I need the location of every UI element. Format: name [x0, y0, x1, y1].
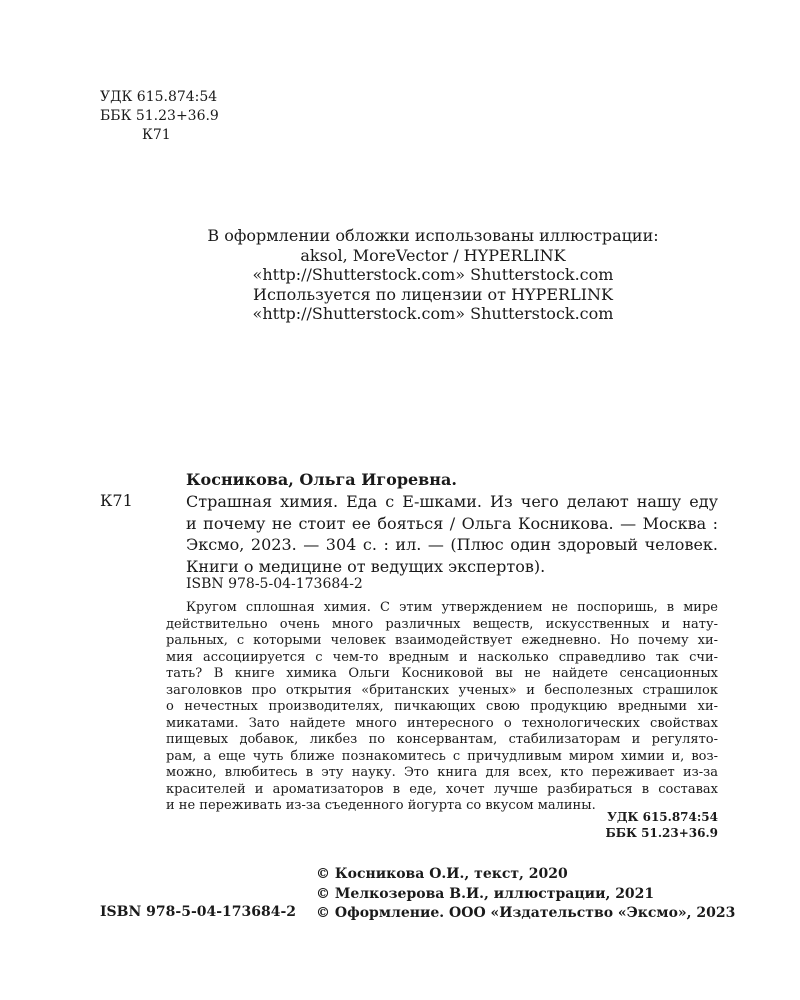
author-mark: К71	[142, 127, 171, 143]
bbk-code-small: ББК 51.23+36.9	[605, 826, 718, 840]
copyright-line: © Мелкозерова В.И., иллюстрации, 2021	[316, 885, 655, 902]
credit-line: «http://Shutterstock.com» Shutterstock.com	[252, 265, 614, 284]
annotation-line: заголовков про открытия «британских ученых» и бесполезных страшилок	[166, 682, 718, 698]
annotation-line: Кругом сплошная химия. С этим утверждением не поспоришь, в мире	[186, 600, 718, 615]
udk-code: УДК 615.874:54	[100, 89, 218, 105]
annotation-line: действительно очень много различных веществ, искусственных и нату-	[166, 616, 718, 632]
annotation	[166, 600, 718, 815]
isbn-bottom: ISBN 978-5-04-173684-2	[100, 904, 297, 920]
credit-line: aksol, MoreVector / HYPERLINK	[300, 245, 566, 265]
annotation-line: тать? В книге химика Ольги Косниковой вы не найдете сенсационных	[166, 666, 718, 681]
annotation-line: мия ассоциируется с чем-то вредным и насколько справедливо так счи-	[166, 649, 718, 665]
udk-code-small: УДК 615.874:54	[607, 810, 718, 824]
copyright-block	[316, 865, 735, 924]
credit-line: Используется по лицензии от HYPERLINK	[253, 284, 613, 304]
classification-codes-small	[560, 809, 718, 841]
author-heading: Косникова, Ольга Игоревна.	[186, 470, 457, 489]
biblio-line: Страшная химия. Еда с Е-шками. Из чего делают нашу еду	[186, 492, 718, 511]
cover-illustration-credits	[0, 226, 800, 324]
annotation-line: можно, влюбитесь в эту науку. Это книга для всех, кто переживает из-за	[166, 765, 718, 780]
biblio-line: Книги о медицине от ведущих экспертов).	[186, 556, 546, 576]
annotation-line: красителей и ароматизаторов в еде, хочет лучше разбираться в составах	[166, 781, 718, 797]
classification-codes-top	[100, 88, 219, 145]
annotation-line: пищевых добавок, ликбез по консервантам, стабилизаторам и регулято-	[166, 732, 718, 747]
bbk-code: ББК 51.23+36.9	[100, 108, 219, 124]
annotation-line: о нечестных производителях, пичкающих свою продукцию вредными хи-	[166, 699, 718, 714]
bibliographic-description	[186, 491, 718, 577]
annotation-line: рам, а еще чуть ближе познакомитесь с причудливым миром химии и, воз-	[166, 748, 718, 764]
isbn-middle: ISBN 978-5-04-173684-2	[186, 576, 363, 592]
credit-line: «http://Shutterstock.com» Shutterstock.com	[252, 304, 614, 323]
biblio-line: Эксмо, 2023. — 304 с. : ил. — (Плюс один здоровый человек.	[186, 535, 718, 554]
biblio-line: и почему не стоит ее бояться / Ольга Косникова. — Москва :	[186, 513, 718, 533]
annotation-line: и не переживать из-за съеденного йогурта со вкусом малины.	[166, 798, 596, 813]
copyright-line: © Косникова О.И., текст, 2020	[316, 866, 568, 882]
copyright-line: © Оформление. ООО «Издательство «Эксмо», 2023	[316, 905, 736, 921]
annotation-line: микатами. Зато найдете много интересного о технологических свойствах	[166, 715, 718, 731]
author-mark-left: К71	[100, 491, 133, 510]
credit-line: В оформлении обложки использованы иллюстрации:	[207, 226, 659, 245]
annotation-line: ральных, с которыми человек взаимодействует ежедневно. Но почему хи-	[166, 633, 718, 648]
